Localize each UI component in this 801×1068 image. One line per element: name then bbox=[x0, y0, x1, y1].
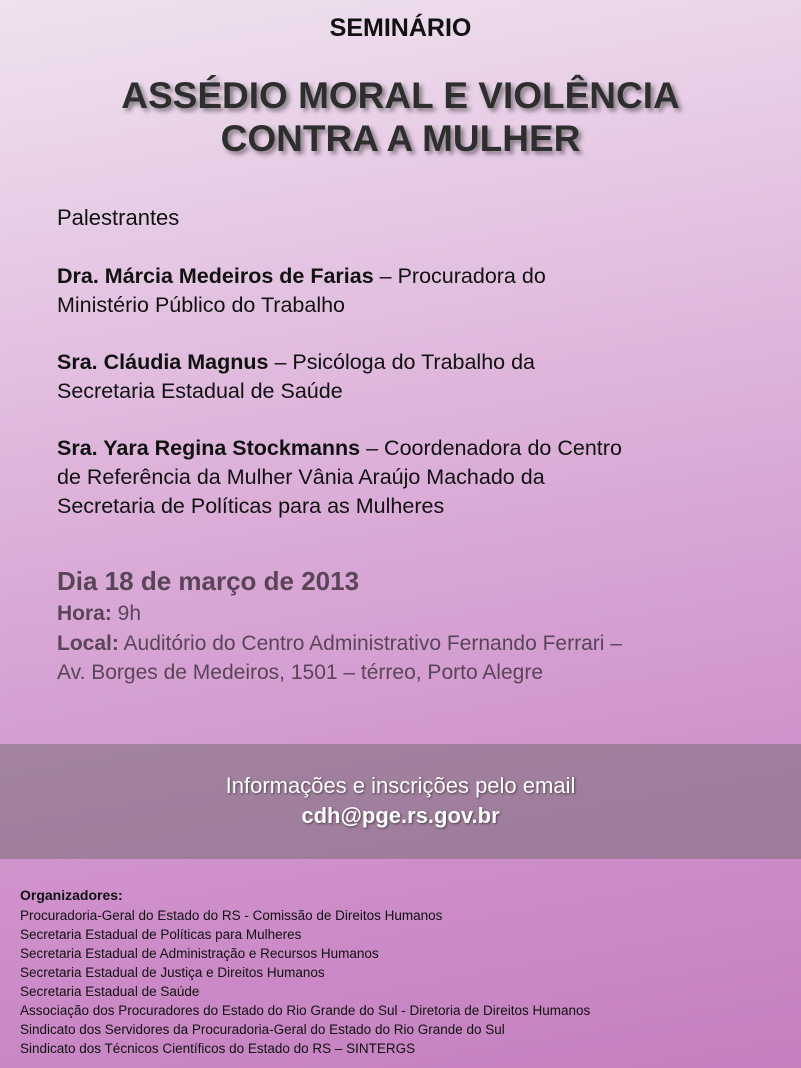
info-text: Informações e inscrições pelo email bbox=[225, 773, 576, 798]
speaker-1-line-1 bbox=[57, 262, 757, 291]
event-location-label: Local: bbox=[57, 632, 119, 655]
organizer-item: Secretaria Estadual de Administração e Recursos Humanos bbox=[20, 946, 379, 961]
speaker-3-line-1 bbox=[57, 434, 757, 463]
event-location-value: Auditório do Centro Administrativo Fernando Ferrari – bbox=[118, 632, 622, 655]
speaker-3 bbox=[57, 434, 757, 521]
contact-email: cdh@pge.rs.gov.br bbox=[301, 803, 500, 828]
event-date: Dia 18 de março de 2013 bbox=[57, 566, 360, 596]
speakers-heading: Palestrantes bbox=[57, 205, 180, 230]
info-band bbox=[0, 744, 801, 859]
organizer-item: Associação dos Procuradores do Estado do Rio Grande do Sul - Diretoria de Direitos Humanos bbox=[20, 1003, 591, 1018]
event-location bbox=[57, 629, 777, 687]
speaker-2 bbox=[57, 348, 757, 406]
event-location-line-1 bbox=[57, 629, 777, 658]
organizer-item: Secretaria Estadual de Políticas para Mulheres bbox=[20, 927, 302, 942]
event-time-value: 9h bbox=[111, 602, 142, 625]
speaker-3-role: – Coordenadora do Centro bbox=[360, 436, 622, 460]
organizer-item: Secretaria Estadual de Justiça e Direitos Humanos bbox=[20, 965, 325, 980]
speaker-1-name: Dra. Márcia Medeiros de Farias bbox=[57, 264, 374, 288]
organizer-item: Sindicato dos Técnicos Científicos do Estado do RS – SINTERGS bbox=[20, 1041, 416, 1056]
speaker-3-line-3: Secretaria de Políticas para as Mulheres bbox=[57, 494, 445, 518]
poster-title bbox=[0, 74, 801, 160]
organizers-list bbox=[20, 906, 790, 1058]
seminar-label: SEMINÁRIO bbox=[329, 14, 472, 42]
speaker-1-role: – Procuradora do bbox=[373, 264, 546, 288]
speaker-1 bbox=[57, 262, 757, 320]
organizer-item: Sindicato dos Servidores da Procuradoria-Geral do Estado do Rio Grande do Sul bbox=[20, 1022, 505, 1037]
poster-title-line-1: ASSÉDIO MORAL E VIOLÊNCIA bbox=[121, 75, 680, 116]
poster-title-line-2: CONTRA A MULHER bbox=[220, 118, 581, 159]
event-time bbox=[57, 602, 777, 626]
event-location-line-2: Av. Borges de Medeiros, 1501 – térreo, Porto Alegre bbox=[57, 661, 544, 684]
speaker-3-name: Sra. Yara Regina Stockmanns bbox=[57, 436, 361, 460]
speaker-1-line-2: Ministério Público do Trabalho bbox=[57, 293, 346, 317]
organizer-item: Secretaria Estadual de Saúde bbox=[20, 984, 200, 999]
organizers-heading: Organizadores: bbox=[20, 887, 123, 903]
speaker-2-line-2: Secretaria Estadual de Saúde bbox=[57, 379, 343, 403]
organizer-item: Procuradoria-Geral do Estado do RS - Comissão de Direitos Humanos bbox=[20, 908, 443, 923]
speaker-3-line-2: de Referência da Mulher Vânia Araújo Machado da bbox=[57, 465, 545, 489]
speaker-2-line-1 bbox=[57, 348, 757, 377]
speaker-2-role: – Psicóloga do Trabalho da bbox=[268, 350, 536, 374]
speaker-2-name: Sra. Cláudia Magnus bbox=[57, 350, 269, 374]
event-time-label: Hora: bbox=[57, 602, 112, 625]
